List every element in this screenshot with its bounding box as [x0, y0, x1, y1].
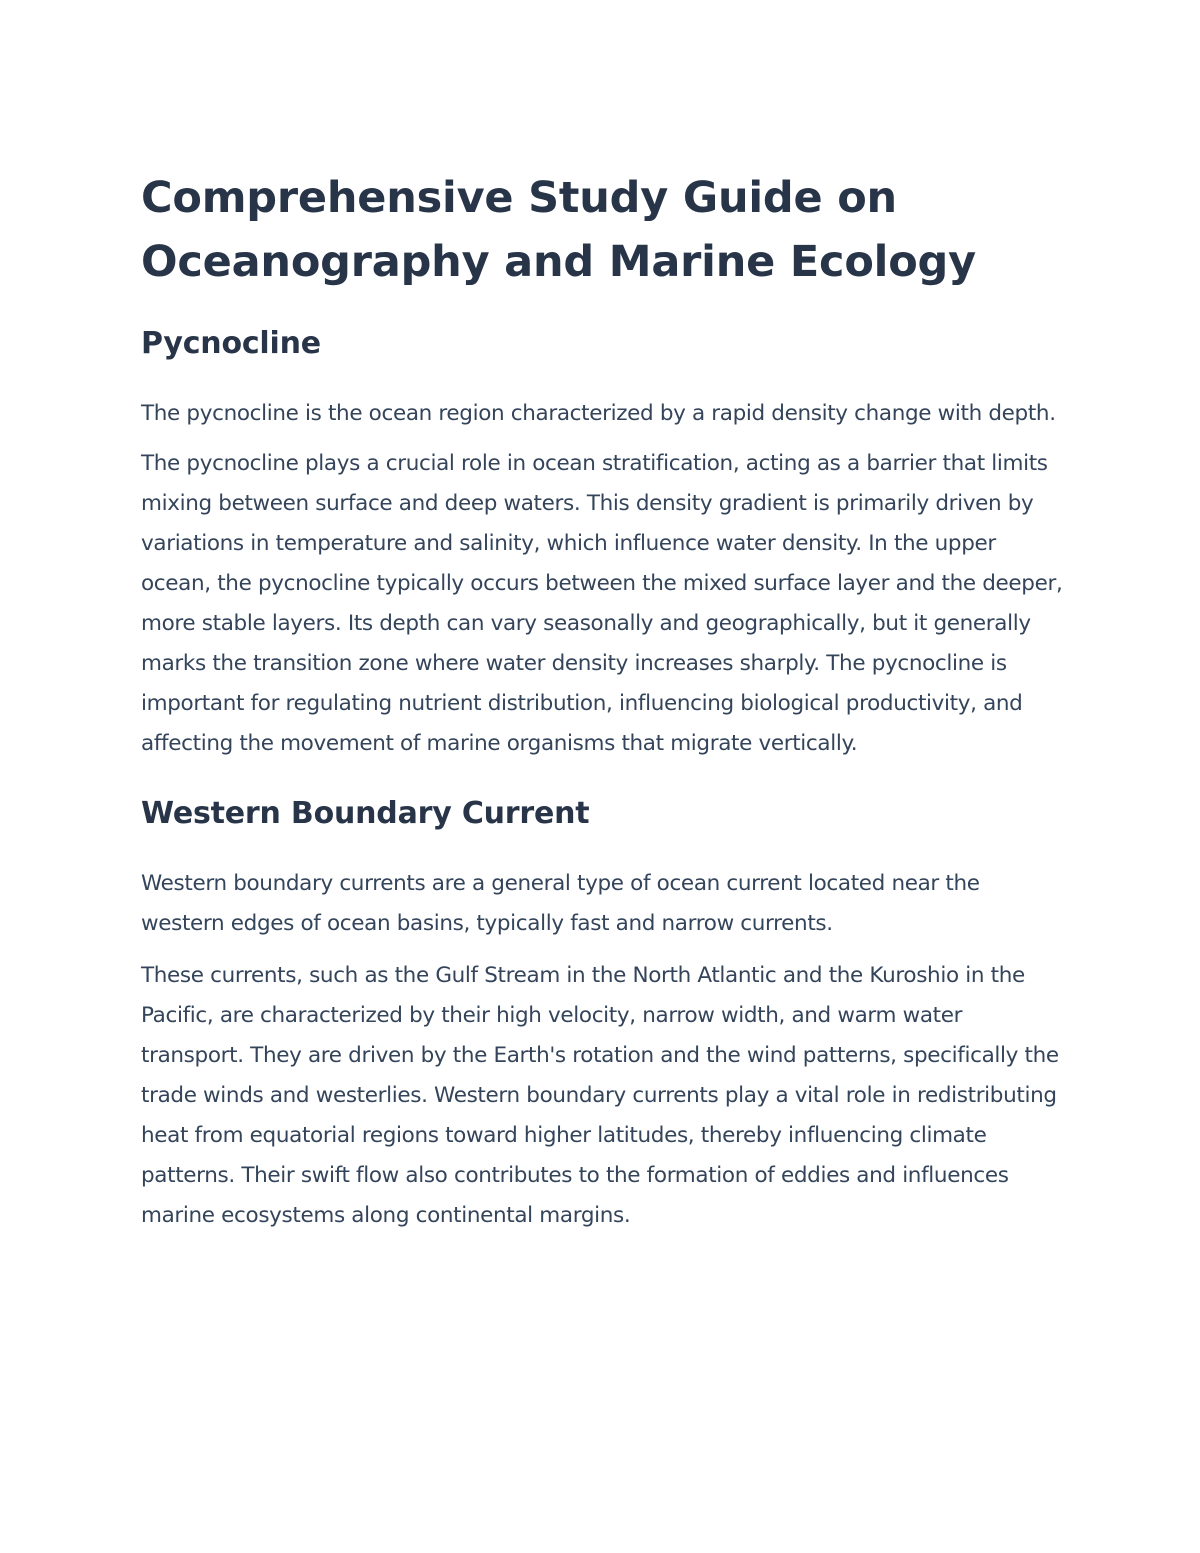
page-title: Comprehensive Study Guide on Oceanography and Marine Ecology: [141, 173, 976, 287]
western-boundary-current-description: These currents, such as the Gulf Stream in the North Atlantic and the Kuroshio in the Pacific, are characterized by their high velocity, narrow width, and warm water transport. They are driven by the Earth's rotation and the wind patterns, specifically the trade winds and westerlies. Western boundary currents play a vital role in redistributing heat from equatorial regions toward higher latitudes, thereby influencing climate patterns. Their swift flow also contributes to the formation of eddies and influences marine ecosystems along continental margins.: [141, 963, 1059, 1228]
pycnocline-description: The pycnocline plays a crucial role in ocean stratification, acting as a barrier that limits mixing between surface and deep waters. This density gradient is primarily driven by variations in temperature and salinity, which influence water density. In the upper ocean, the pycnocline typically occurs between the mixed surface layer and the deeper, more stable layers. Its depth can vary seasonally and geographically, but it generally marks the transition zone where water density increases sharply. The pycnocline is important for regulating nutrient distribution, influencing biological productivity, and affecting the movement of marine organisms that migrate vertically.: [141, 451, 1063, 756]
western-boundary-current-definition: Western boundary currents are a general type of ocean current located near the western edges of ocean basins, typically fast and narrow currents.: [141, 871, 980, 936]
section-heading-western-boundary-current: Western Boundary Current: [141, 796, 590, 831]
section-heading-pycnocline: Pycnocline: [141, 326, 321, 361]
document-page: [141, 166, 1066, 1236]
pycnocline-definition: The pycnocline is the ocean region characterized by a rapid density change with depth.: [141, 401, 1056, 426]
